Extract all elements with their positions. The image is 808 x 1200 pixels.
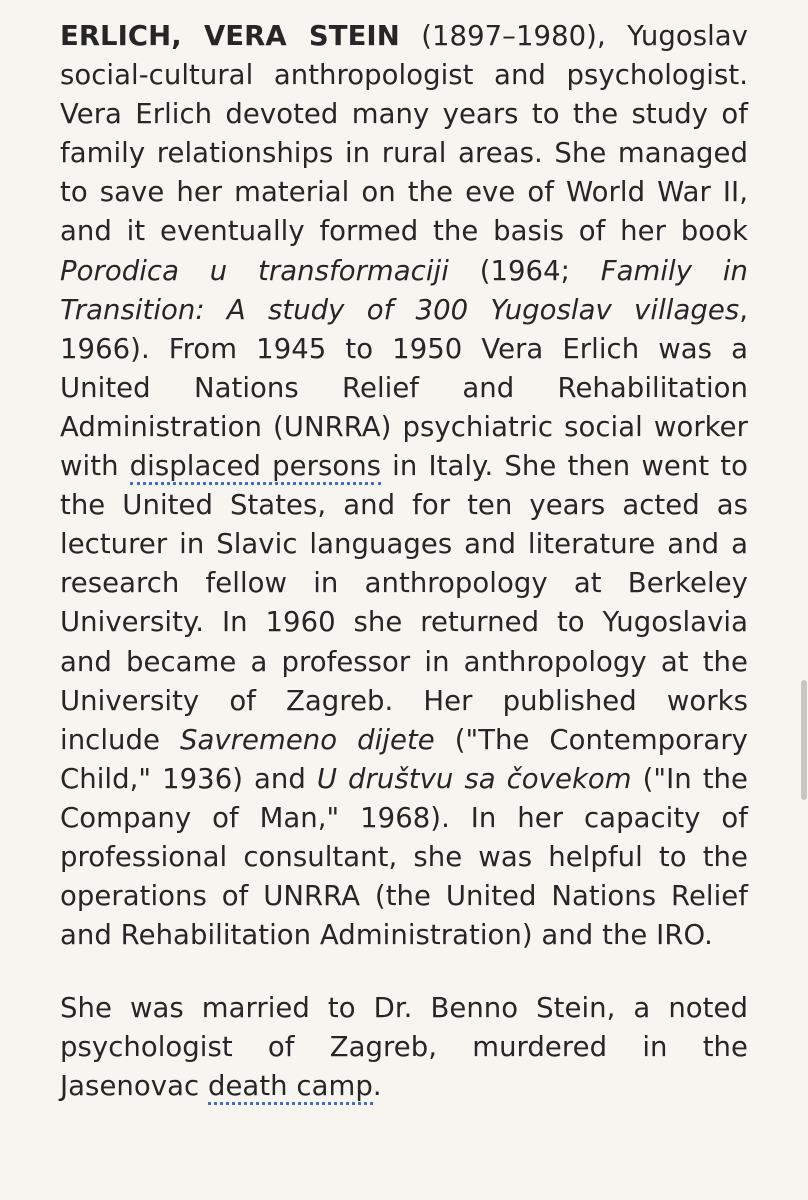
text-segment: She was married to Dr. Benno Stein, a noted psychologist of Zagreb, murdered in the Jasenovac [60,992,748,1103]
text-segment: , 1966). From 1945 to 1950 Vera Erlich was a United Nations Relief and Rehabilitation Administration (UNRRA) psychiatric social worker with [60,293,748,483]
book-title-family-in-transition: Family in Transition: A study of 300 Yugoslav villages [60,254,748,326]
text-segment: (1897–1980), Yugoslav social-cultural anthropologist and psychologist. Vera Erlich devoted many years to the study of family relationships in rural areas. She managed to save her material on the eve of World War II, and it eventually formed the basis of her book [60,20,748,248]
link-displaced-persons[interactable]: displaced persons [130,450,381,485]
book-title-savremeno-dijete: Savremeno dijete [179,723,435,756]
text-segment: ("In the Company of Man," 1968). In her capacity of professional consultant, she was helpful to the operations of UNRRA (the United Nations Relief and Rehabilitation Administration) and the IRO. [60,762,749,952]
link-death-camp[interactable]: death camp [208,1070,373,1105]
entry-headword: ERLICH, VERA STEIN [60,20,400,52]
entry-paragraph-marriage [60,989,748,1106]
text-segment: in Italy. She then went to the United States, and for ten years acted as lecturer in Slavic languages and literature and a research fellow in anthropology at Berkeley University. In 1960 she returned to Yugoslavia and became a professor in anthropology at the University of Zagreb. Her published works include [60,450,748,756]
book-title-u-drustvu: U društvu sa čovekom [316,762,632,795]
book-title-porodica: Porodica u transformaciji [60,254,449,287]
entry-paragraph-main [60,17,748,955]
text-segment: ("The Contemporary Child," 1936) and [60,723,748,795]
encyclopedia-entry [60,17,748,1107]
text-segment: (1964; [448,254,601,287]
scrollbar-thumb[interactable] [801,680,807,800]
vertical-scrollbar[interactable] [798,0,808,1200]
text-segment: . [372,1070,382,1103]
